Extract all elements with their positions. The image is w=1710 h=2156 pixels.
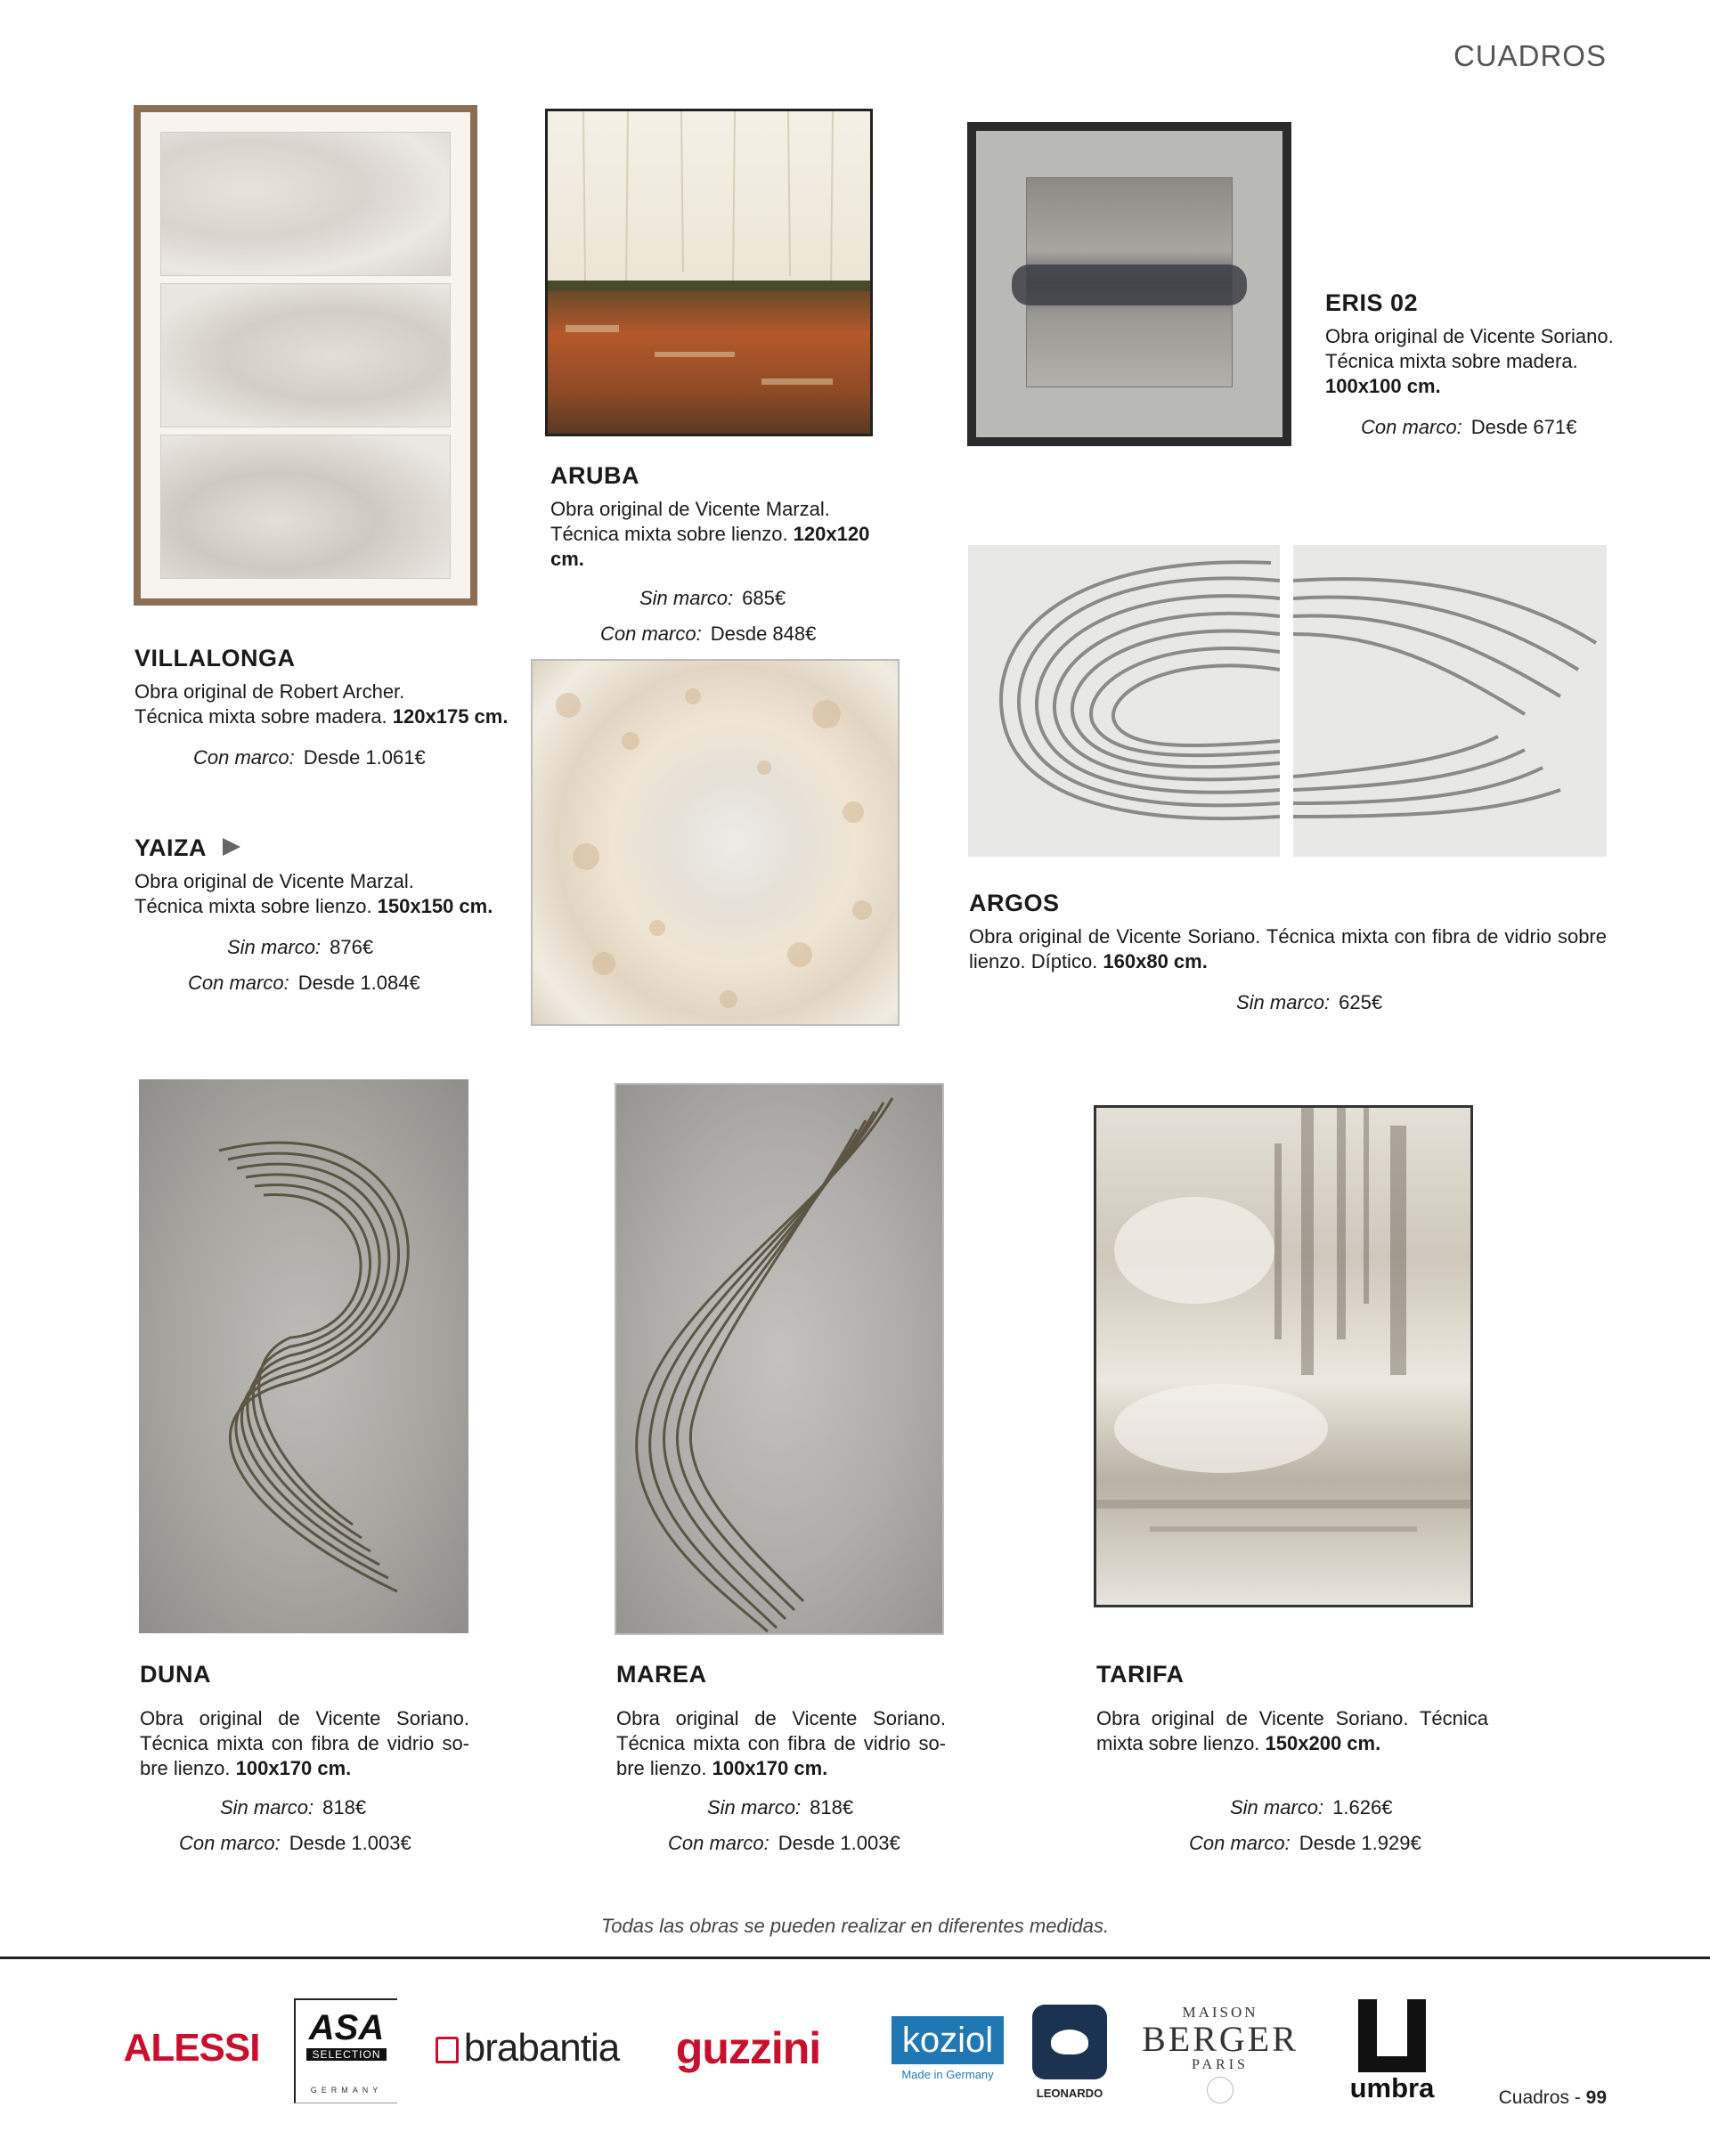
product-eris <box>1325 290 1619 440</box>
product-aruba <box>550 463 907 647</box>
product-description: Obra original de Vicente Marzal. Técnica mixta sobre lienzo. 150x150 cm. <box>134 870 493 917</box>
product-size: 150x150 cm. <box>377 895 493 917</box>
marea-artwork <box>615 1083 944 1635</box>
product-description: Obra original de Vicente Soriano. Técnica mixta con fibra de vidrio so-bre lienzo. 100x170 cm. <box>616 1707 946 1779</box>
divider <box>0 1957 1710 1959</box>
price-con-marco: Con marco: Desde 1.003€ <box>179 1832 411 1854</box>
leonardo-icon <box>1032 2005 1107 2079</box>
product-marea <box>616 1662 946 1856</box>
price-sin-marco: Sin marco: 1.626€ <box>1230 1796 1393 1818</box>
argos-artwork-left <box>968 545 1280 857</box>
play-icon[interactable] <box>223 838 240 856</box>
maison-berger-logo: MAISON BERGER PARIS <box>1144 2000 1297 2107</box>
price-con-marco: Con marco: Desde 671€ <box>1361 416 1577 438</box>
product-title: ARGOS <box>969 890 1060 916</box>
product-description: Obra original de Vicente Soriano. Técnica mixta con fibra de vidrio sobre lienzo. Díptico. 160x80 cm. <box>969 925 1607 972</box>
product-description: Obra original de Vicente Soriano. Técnica mixta sobre madera. 100x100 cm. <box>1325 325 1614 397</box>
seal-icon <box>1207 2077 1234 2103</box>
product-title: VILLALONGA <box>134 645 296 671</box>
house-icon <box>436 2037 459 2063</box>
yaiza-artwork <box>531 659 900 1026</box>
product-title: ERIS 02 <box>1325 289 1419 316</box>
product-size: 100x100 cm. <box>1325 375 1441 397</box>
argos-artwork-right <box>1293 545 1607 857</box>
umbra-icon <box>1358 1999 1426 2072</box>
product-title: DUNA <box>140 1661 211 1688</box>
price-con-marco: Con marco: Desde 1.084€ <box>188 972 420 994</box>
product-size: 100x170 cm. <box>235 1757 352 1779</box>
product-size: 160x80 cm. <box>1103 950 1208 972</box>
product-description: Obra original de Vicente Soriano. Técnica mixta sobre lienzo. 150x200 cm. <box>1096 1707 1488 1754</box>
product-argos <box>969 891 1607 1015</box>
product-yaiza <box>134 835 509 996</box>
product-duna <box>140 1662 469 1856</box>
koziol-logo: koziol Made in Germany <box>873 2004 1022 2093</box>
product-title: MAREA <box>616 1661 707 1688</box>
product-description: Obra original de Vicente Marzal. Técnica mixta sobre lienzo. 120x120 cm. <box>550 498 870 570</box>
product-title: TARIFA <box>1096 1661 1185 1688</box>
villalonga-artwork <box>134 105 477 606</box>
product-size: 100x170 cm. <box>712 1757 828 1779</box>
product-tarifa <box>1096 1662 1488 1856</box>
price-sin-marco: Sin marco: 818€ <box>220 1796 367 1818</box>
brabantia-logo: brabantia <box>429 2004 625 2093</box>
duna-artwork <box>139 1079 468 1633</box>
price-con-marco: Con marco: Desde 1.061€ <box>193 746 426 769</box>
umbra-logo: umbra <box>1343 1995 1441 2109</box>
leonardo-logo: LEONARDO <box>1030 1998 1110 2105</box>
price-con-marco: Con marco: Desde 1.003€ <box>668 1832 900 1854</box>
page-number: Cuadros - 99 <box>1498 2087 1607 2108</box>
aruba-artwork <box>545 109 873 436</box>
price-con-marco: Con marco: Desde 1.929€ <box>1189 1832 1421 1854</box>
price-sin-marco: Sin marco: 625€ <box>1236 991 1383 1013</box>
tarifa-artwork <box>1094 1105 1473 1607</box>
asa-logo: ASA SELECTION GERMANY <box>294 1998 397 2103</box>
product-size: 150x200 cm. <box>1265 1732 1381 1754</box>
price-con-marco: Con marco: Desde 848€ <box>600 622 817 645</box>
guzzini-logo: guzzini <box>675 2023 821 2073</box>
section-title: CUADROS <box>1453 39 1607 72</box>
product-villalonga <box>134 646 509 770</box>
product-description: Obra original de Vicente Soriano. Técnica mixta con fibra de vidrio so-bre lienzo. 100x170 cm. <box>140 1707 469 1779</box>
price-sin-marco: Sin marco: 876€ <box>227 936 374 958</box>
footnote: Todas las obras se pueden realizar en diferentes medidas. <box>600 1915 1110 1937</box>
product-description: Obra original de Robert Archer. Técnica mixta sobre madera. 120x175 cm. <box>134 680 509 728</box>
price-sin-marco: Sin marco: 818€ <box>707 1796 854 1818</box>
product-size: 120x175 cm. <box>392 705 509 728</box>
product-title: YAIZA <box>134 835 509 860</box>
product-size: 120x120 cm. <box>550 523 870 570</box>
eris-artwork <box>967 122 1291 446</box>
price-sin-marco: Sin marco: 685€ <box>639 587 786 609</box>
alessi-logo: ALESSI <box>123 2026 260 2070</box>
product-title: ARUBA <box>550 462 639 489</box>
